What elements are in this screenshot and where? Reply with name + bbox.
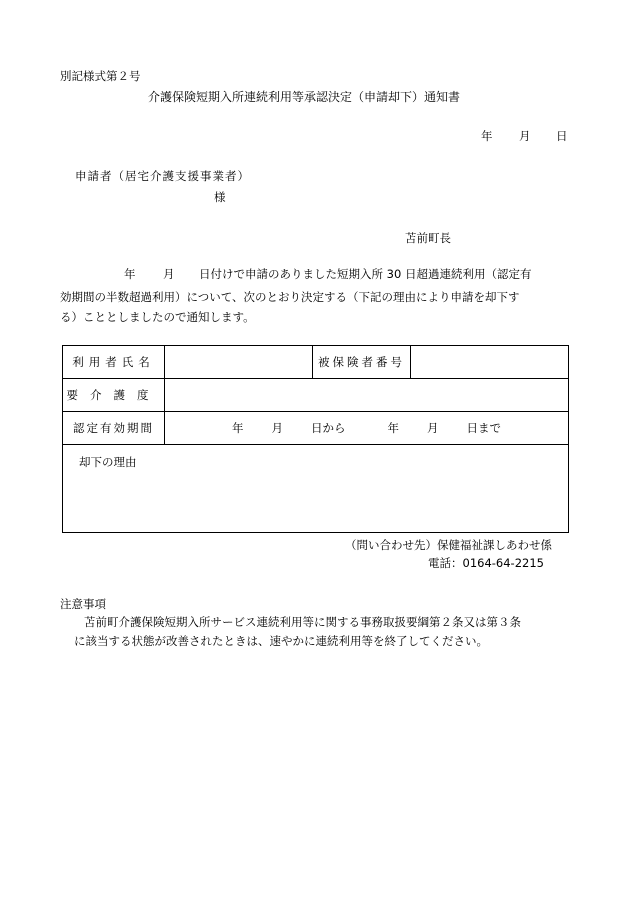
notes-heading: 注意事項 — [60, 597, 106, 611]
date-year: 年 — [481, 129, 493, 143]
body-line1: 日付けで申請のありました短期入所 30 日超過連続利用（認定有 — [199, 267, 532, 281]
from-day: 日から — [311, 421, 346, 435]
table-row — [63, 445, 569, 533]
rejection-reason-label: 却下の理由 — [79, 455, 137, 469]
to-year: 年 — [387, 421, 399, 435]
insured-number-label: 被保険者番号 — [313, 346, 411, 379]
form-number: 別記様式第２号 — [60, 69, 141, 83]
date-day: 日 — [556, 129, 568, 143]
notes-line2: に該当する状態が改善されたときは、速やかに連続利用等を終了してください。 — [74, 634, 488, 648]
notes-line1: 苫前町介護保険短期入所サービス連続利用等に関する事務取扱要綱第２条又は第３条 — [84, 615, 521, 629]
document-title: 介護保険短期入所連続利用等承認決定（申請却下）通知書 — [148, 90, 461, 104]
contact-label: （問い合わせ先）保健福祉課しあわせ係 — [345, 538, 552, 552]
body-line2: 効期間の半数超過利用）について、次のとおり決定する（下記の理由により申請を却下す — [60, 290, 520, 304]
table-row — [63, 346, 569, 379]
validity-period-field[interactable] — [165, 412, 569, 445]
from-year: 年 — [232, 421, 244, 435]
from-month: 月 — [271, 421, 283, 435]
recipient-label: 申請者（居宅介護支援事業者） — [75, 169, 250, 183]
recipient-honorific: 様 — [214, 190, 226, 204]
body-month: 月 — [163, 267, 175, 281]
to-day: 日まで — [466, 421, 501, 435]
rejection-reason-field[interactable] — [63, 445, 569, 533]
application-table — [62, 345, 569, 533]
to-month: 月 — [427, 421, 439, 435]
user-name-label: 利用者氏名 — [63, 346, 165, 379]
insured-number-field[interactable] — [411, 346, 569, 379]
care-level-label: 要介護度 — [63, 379, 165, 412]
user-name-field[interactable] — [165, 346, 313, 379]
table-row — [63, 412, 569, 445]
validity-period-label: 認定有効期間 — [63, 412, 165, 445]
issuer-name: 苫前町長 — [405, 231, 451, 245]
body-year: 年 — [124, 267, 136, 281]
table-row — [63, 379, 569, 412]
contact-phone: 電話：0164-64-2215 — [428, 556, 544, 570]
date-month: 月 — [519, 129, 531, 143]
care-level-field[interactable] — [165, 379, 569, 412]
body-line3: る）こととしましたので通知します。 — [60, 310, 255, 324]
